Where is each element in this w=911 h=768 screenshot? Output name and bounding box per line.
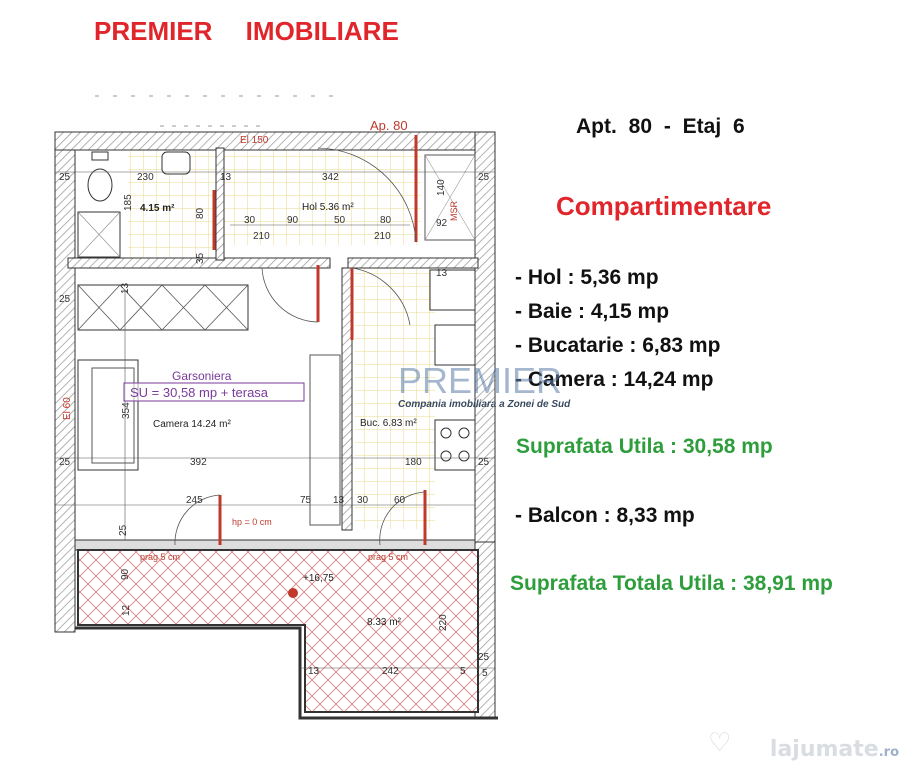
dim: 242: [382, 666, 399, 677]
toilet: [88, 169, 112, 201]
el-side-label: El 60: [62, 397, 73, 420]
dim: 25: [118, 524, 129, 536]
balcony-area: [78, 550, 478, 712]
hp-label: hp = 0 cm: [232, 517, 272, 527]
msr-label: MSR: [449, 201, 459, 221]
dim: 140: [436, 179, 447, 196]
premier-watermark: PREMIER: [398, 360, 563, 401]
dim: 12: [121, 604, 132, 616]
dim: 80: [195, 207, 206, 219]
dim: 13: [308, 666, 320, 677]
wardrobe: [78, 285, 248, 330]
balcon-area: 8.33 m²: [367, 617, 401, 628]
premier-watermark-subtitle: Compania imobiliara a Zonei de Sud: [398, 399, 571, 410]
dim: 13: [220, 172, 232, 183]
site-name: lajumate: [769, 737, 879, 762]
dim: 25: [59, 457, 71, 468]
garsoniera-label: Garsoniera: [172, 369, 232, 383]
dim: 210: [374, 231, 391, 242]
total-area: Suprafata Totala Utila : 38,91 mp: [510, 572, 833, 595]
dim: 342: [322, 172, 339, 183]
wall-top: [55, 132, 495, 150]
apartment-label: Apt. 80 - Etaj 6: [576, 115, 745, 138]
heart-icon: ♡: [708, 727, 732, 757]
wall-middle-right: [348, 258, 478, 268]
dim: 392: [190, 457, 207, 468]
prag-label-2: prag 5 cm: [368, 552, 409, 562]
site-watermark: [770, 737, 899, 762]
dim: 25: [478, 652, 490, 663]
dim: 25: [59, 294, 71, 305]
dim: 13: [333, 495, 345, 506]
dim: 230: [137, 172, 154, 183]
prag-label-1: prag 5 cm: [140, 552, 181, 562]
brand-title: PREMIER IMOBILIARE: [94, 16, 399, 46]
dim: 13: [436, 268, 448, 279]
site-tld: .ro: [878, 745, 899, 760]
dim: 245: [186, 495, 203, 506]
dim: 80: [380, 215, 392, 226]
space-balcon: - Balcon : 8,33 mp: [515, 504, 695, 527]
dim: 25: [478, 457, 490, 468]
dim: 354: [121, 402, 132, 419]
dim: 5: [482, 668, 488, 679]
ap-label: Ap. 80: [370, 118, 408, 133]
dim: 35: [195, 252, 206, 264]
dim: 90: [120, 568, 131, 580]
level-label: +16,75: [303, 573, 334, 584]
camera-area: Camera 14.24 m²: [153, 419, 231, 430]
dim: 220: [438, 614, 449, 631]
el-label: El 150: [240, 135, 269, 146]
dim: 30: [244, 215, 256, 226]
space-baie: - Baie : 4,15 mp: [515, 300, 670, 323]
useful-area: Suprafata Utila : 30,58 mp: [516, 435, 773, 458]
su-label: SU = 30,58 mp + terasa: [130, 385, 269, 400]
wall-left: [55, 132, 75, 632]
dim: 60: [394, 495, 406, 506]
dim: 30: [357, 495, 369, 506]
dim: 13: [120, 282, 131, 294]
dim: 50: [334, 215, 346, 226]
wall-right: [475, 132, 495, 542]
level-marker: [288, 588, 298, 598]
buc-area: Buc. 6.83 m²: [360, 418, 417, 429]
wall-facade: [75, 540, 475, 550]
wall-bath: [216, 148, 224, 260]
hol-area: Hol 5.36 m²: [302, 202, 354, 213]
dim: 5: [460, 666, 466, 677]
toilet-tank: [92, 152, 108, 160]
stove: [435, 420, 475, 470]
space-bucatarie: - Bucatarie : 6,83 mp: [515, 334, 721, 357]
kitchen-sink: [435, 325, 475, 365]
section-title: Compartimentare: [556, 191, 772, 221]
dim: 92: [436, 218, 448, 229]
dim: 180: [405, 457, 422, 468]
baie-area: 4.15 m²: [140, 203, 175, 214]
dim: 25: [478, 172, 490, 183]
space-camera: - Camera : 14,24 mp: [515, 368, 714, 391]
space-hol: - Hol : 5,36 mp: [515, 266, 659, 289]
dim: 25: [59, 172, 71, 183]
dim: 185: [123, 194, 134, 211]
dim: 210: [253, 231, 270, 242]
dim: 90: [287, 215, 299, 226]
dim: 75: [300, 495, 312, 506]
sink: [162, 152, 190, 174]
